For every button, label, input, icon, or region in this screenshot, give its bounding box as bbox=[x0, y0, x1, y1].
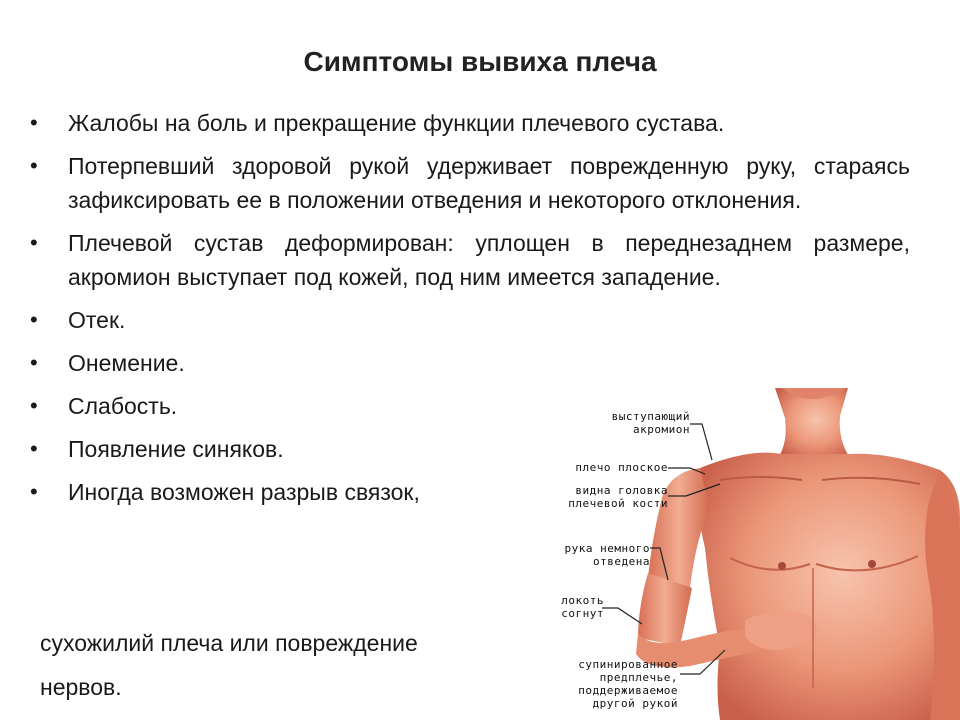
bullet-icon: • bbox=[30, 307, 38, 332]
list-item: • Потерпевший здоровой рукой удерживает поврежденную руку, стараясь зафиксировать ее в положении отведения и некоторого отклонения. bbox=[30, 149, 910, 217]
list-continuation-line: нервов. bbox=[40, 674, 122, 700]
list-item: • Появление синяков. bbox=[30, 432, 548, 466]
list-item: • Онемение. bbox=[30, 346, 548, 380]
bullet-icon: • bbox=[30, 436, 38, 461]
bullet-icon: • bbox=[30, 350, 38, 375]
label-supinated-forearm: супинированное предплечье, поддерживаемое другой рукой bbox=[578, 658, 678, 710]
list-item: • Отек. bbox=[30, 303, 548, 337]
bullet-icon: • bbox=[30, 153, 38, 178]
slide-title: Симптомы вывиха плеча bbox=[303, 46, 657, 77]
bullet-icon: • bbox=[30, 479, 38, 504]
bullet-icon: • bbox=[30, 230, 38, 255]
label-humeral-head: видна головка плечевой кости bbox=[568, 484, 668, 510]
list-item: • Жалобы на боль и прекращение функции плечевого сустава. bbox=[30, 106, 910, 140]
nipple-shape bbox=[778, 562, 786, 570]
list-item: • Иногда возможен разрыв связок, bbox=[30, 475, 548, 509]
label-elbow-bent: локоть согнут bbox=[561, 594, 604, 620]
nipple-shape bbox=[868, 560, 876, 568]
torso-shape bbox=[698, 453, 960, 720]
pointer-line bbox=[602, 608, 642, 624]
pointer-line bbox=[690, 424, 712, 460]
list-item: • Слабость. bbox=[30, 389, 548, 423]
bullet-icon: • bbox=[30, 393, 38, 418]
list-item: • Плечевой сустав деформирован: уплощен в переднезаднем размере, акромион выступает под кожей, под ним имеется западение. bbox=[30, 226, 910, 294]
list-continuation-line: сухожилий плеча или повреждение bbox=[40, 630, 418, 656]
shoulder-dislocation-illustration bbox=[520, 388, 960, 720]
label-flat-shoulder: плечо плоское bbox=[575, 461, 668, 474]
label-acromion: выступающий акромион bbox=[611, 410, 690, 436]
bullet-icon: • bbox=[30, 110, 38, 135]
label-arm-abducted: рука немного отведена bbox=[564, 542, 650, 568]
